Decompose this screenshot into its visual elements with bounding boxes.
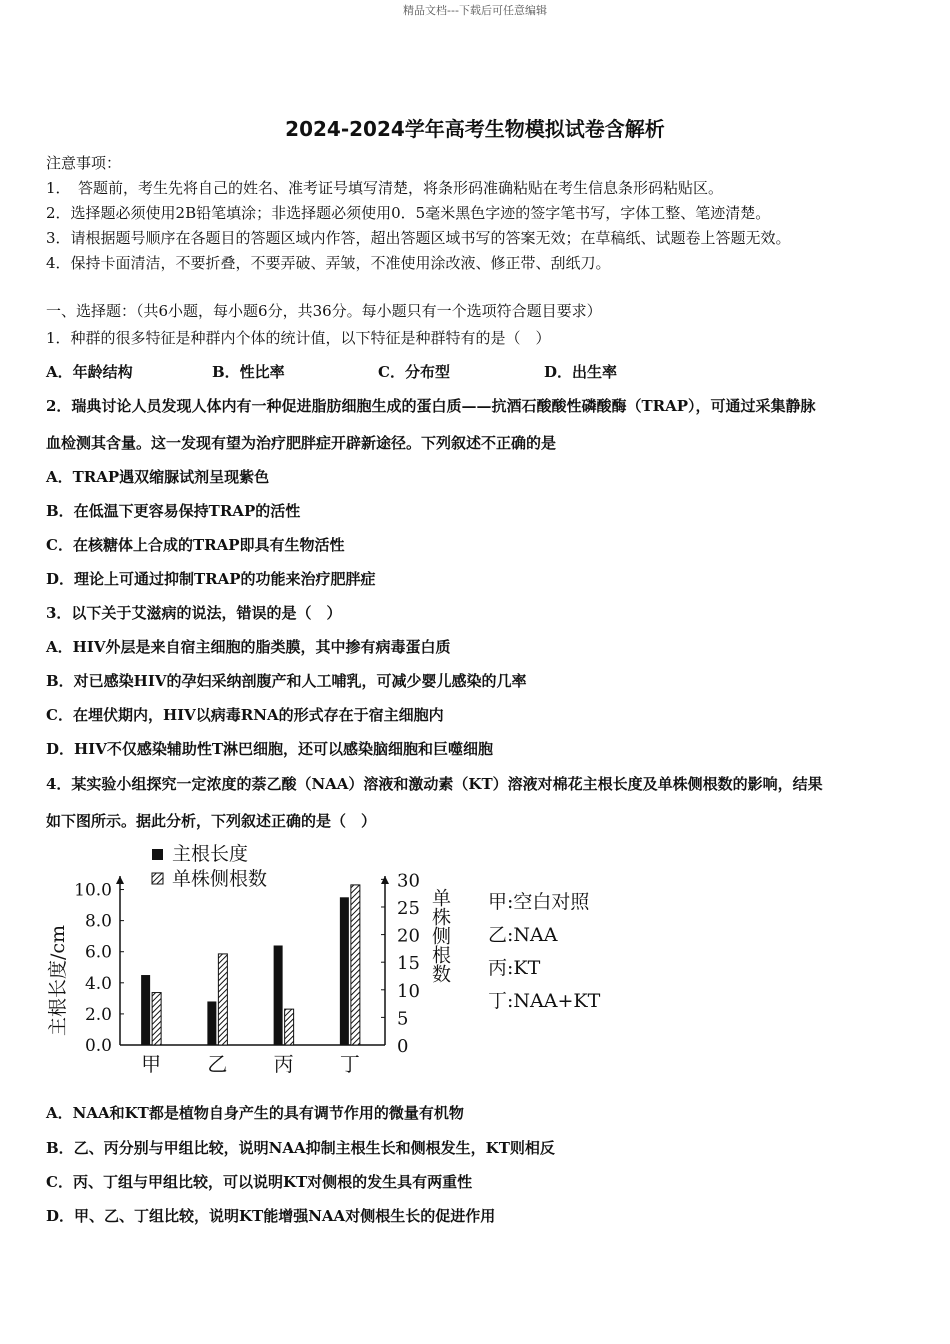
category-label: 丁 (339, 1052, 360, 1076)
bar-chart (40, 836, 640, 1081)
notice-heading: 注意事项： (46, 154, 122, 172)
left-tick-label: 10.0 (74, 880, 112, 901)
q2-option-a: A．TRAP遇双缩脲试剂呈现紫色 (46, 468, 270, 486)
chart-bars (141, 885, 360, 1045)
notice-item: 1． 答题前，考生先将自己的姓名、准考证号填写清楚，将条形码准确粘贴在考生信息条形码粘贴区。 (46, 179, 724, 197)
watermark: 精品文档---下载后可任意编辑 (403, 4, 547, 17)
q4-option-b: B．乙、丙分别与甲组比较，说明NAA抑制主根生长和侧根发生，KT则相反 (46, 1139, 555, 1157)
page-title: 2024-2024学年高考生物模拟试卷含解析 (285, 117, 665, 141)
legend-label: 主根长度 (172, 843, 249, 865)
q3-option-b: B．对已感染HIV的孕妇采纳剖腹产和人工哺乳，可减少婴儿感染的几率 (46, 672, 527, 690)
group-key-label: 丁:NAA+KT (488, 990, 601, 1012)
q1-option-c: C．分布型 (378, 363, 450, 381)
q3-option-d: D．HIV不仅感染辅助性T淋巴细胞，还可以感染脑细胞和巨噬细胞 (46, 740, 493, 758)
chart-labels (47, 843, 601, 1076)
bar-lateral-root-count (218, 954, 227, 1045)
q2-option-c: C．在核糖体上合成的TRAP即具有生物活性 (46, 536, 345, 554)
group-key-label: 丙:KT (488, 957, 541, 979)
bar-lateral-root-count (351, 885, 360, 1045)
right-tick-label: 15 (397, 953, 420, 975)
left-axis-title: 主根长度/cm (47, 924, 69, 1037)
legend-label: 单株侧根数 (172, 868, 268, 890)
q4-option-d: D．甲、乙、丁组比较，说明KT能增强NAA对侧根生长的促进作用 (46, 1207, 496, 1225)
left-tick-label: 8.0 (84, 911, 112, 932)
right-tick-label: 0 (397, 1036, 409, 1057)
category-label: 甲 (141, 1052, 162, 1076)
left-tick-label: 6.0 (84, 942, 112, 963)
left-tick-label: 0.0 (84, 1036, 112, 1056)
question-4-stem-cont: 如下图所示。据此分析，下列叙述正确的是（ ） (46, 812, 377, 830)
right-tick-label: 5 (397, 1008, 409, 1030)
q3-option-a: A．HIV外层是来自宿主细胞的脂类膜，其中掺有病毒蛋白质 (46, 638, 451, 656)
group-key-label: 甲:空白对照 (488, 891, 590, 913)
bar-main-root-length (340, 897, 349, 1045)
question-2-stem: 2．瑞典讨论人员发现人体内有一种促进脂肪细胞生成的蛋白质——抗酒石酸酸性磷酸酶（TRAP），可通过采集静脉 (46, 397, 816, 415)
q1-option-a: A．年龄结构 (46, 363, 133, 381)
q2-option-d: D．理论上可通过抑制TRAP的功能来治疗肥胖症 (46, 570, 376, 588)
bar-main-root-length (141, 975, 150, 1045)
left-axis-arrow (116, 876, 124, 884)
group-key-label: 乙:NAA (488, 924, 558, 946)
notice-item: 3．请根据题号顺序在各题目的答题区域内作答，超出答题区域书写的答案无效；在草稿纸、试题卷上答题无效。 (46, 229, 791, 247)
left-tick-label: 4.0 (84, 973, 112, 994)
section-heading: 一、选择题：（共6小题，每小题6分，共36分。每小题只有一个选项符合题目要求） (46, 302, 602, 320)
question-3-stem: 3．以下关于艾滋病的说法，错误的是（ ） (46, 604, 342, 622)
q1-option-b: B．性比率 (212, 363, 285, 381)
q3-option-c: C．在埋伏期内，HIV以病毒RNA的形式存在于宿主细胞内 (46, 706, 444, 724)
left-tick-label: 2.0 (84, 1004, 112, 1025)
notice-item: 2．选择题必须使用2B铅笔填涂；非选择题必须使用0．5毫米黑色字迹的签字笔书写，字体工整、笔迹清楚。 (46, 204, 771, 222)
q2-option-b: B．在低温下更容易保持TRAP的活性 (46, 502, 301, 520)
q4-option-c: C．丙、丁组与甲组比较，可以说明KT对侧根的发生具有两重性 (46, 1173, 473, 1191)
legend-swatch-hatched (152, 873, 163, 884)
q1-option-d: D．出生率 (544, 363, 618, 381)
notice-item: 4．保持卡面清洁，不要折叠，不要弄破、弄皱，不准使用涂改液、修正带、刮纸刀。 (46, 254, 611, 272)
bar-lateral-root-count (152, 993, 161, 1045)
bar-main-root-length (274, 945, 283, 1045)
bar-lateral-root-count (285, 1009, 294, 1045)
right-axis-arrow (381, 876, 389, 884)
question-2-stem-cont: 血检测其含量。这一发现有望为治疗肥胖症开辟新途径。下列叙述不正确的是 (46, 434, 557, 452)
legend-swatch-solid (152, 849, 163, 860)
question-4-stem: 4．某实验小组探究一定浓度的萘乙酸（NAA）溶液和激动素（KT）溶液对棉花主根长度及单株侧根数的影响，结果 (46, 775, 823, 793)
question-1-stem: 1．种群的很多特征是种群内个体的统计值，以下特征是种群特有的是（ ） (46, 329, 551, 347)
right-tick-label: 25 (397, 897, 420, 919)
category-label: 丙 (273, 1052, 294, 1076)
right-tick-label: 30 (397, 870, 420, 892)
q4-option-a: A．NAA和KT都是植物自身产生的具有调节作用的微量有机物 (46, 1104, 464, 1122)
right-axis-title: 单株侧根数 (429, 888, 451, 983)
category-label: 乙 (207, 1052, 228, 1076)
right-tick-label: 10 (397, 980, 420, 1002)
right-tick-label: 20 (397, 925, 420, 947)
bar-main-root-length (207, 1001, 216, 1045)
